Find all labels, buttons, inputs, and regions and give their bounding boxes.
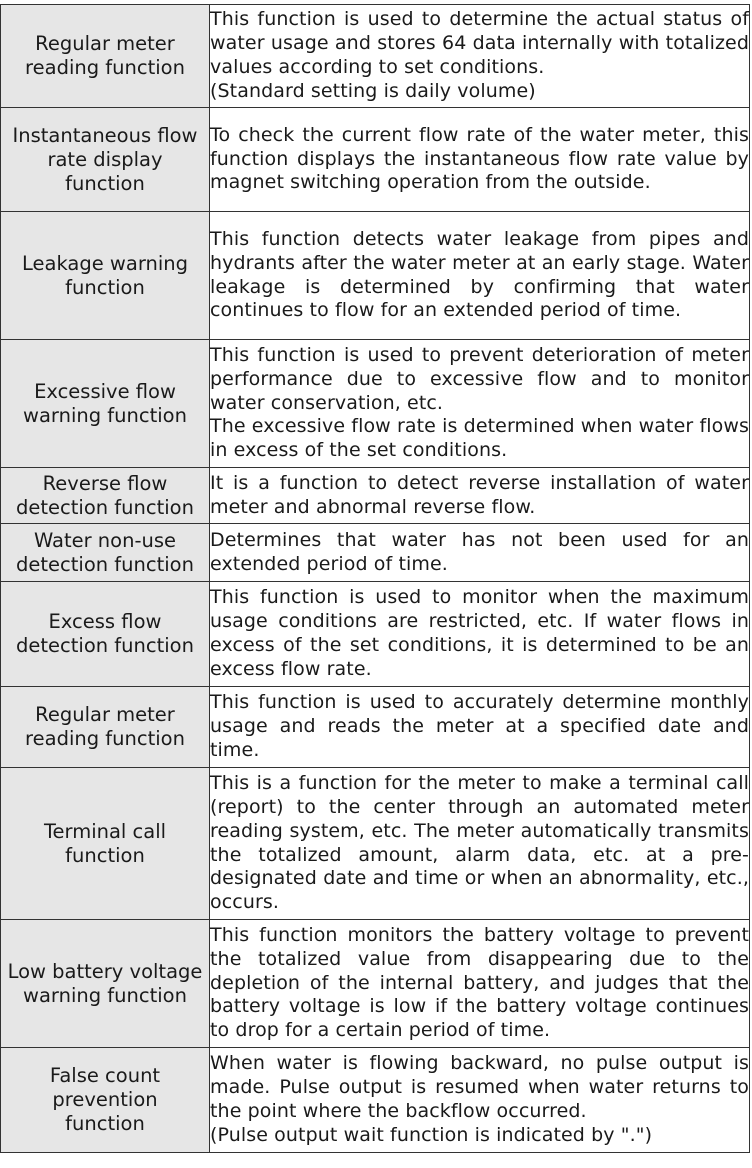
function-name <box>1 768 210 920</box>
function-name <box>1 1048 210 1153</box>
table-row <box>1 468 750 524</box>
function-name <box>1 687 210 768</box>
function-description <box>210 5 750 108</box>
function-name-line: detection function <box>16 495 194 519</box>
function-description <box>210 920 750 1048</box>
description-text: When water is flowing backward, no pulse output is made. Pulse output is resumed when water returns to the point where the backflow occurred. <box>210 1052 749 1122</box>
description-text: To check the current flow rate of the water meter, this function displays the instantaneous flow rate value by magnet switching operation from the outside. <box>210 123 749 194</box>
description-note: (Pulse output wait function is indicated by ".") <box>210 1123 653 1146</box>
function-name-line: reading function <box>25 727 185 750</box>
table-row <box>1 687 750 768</box>
description-text: This function is used to accurately determine monthly usage and reads the meter at a specified date and time. <box>210 691 749 761</box>
function-name-line: function <box>65 275 145 299</box>
function-name-line: prevention <box>52 1088 158 1111</box>
table-row <box>1 1048 750 1153</box>
function-name-line: Excess flow <box>48 610 162 633</box>
function-description <box>210 582 750 687</box>
description-text: This is a function for the meter to make a terminal call (report) to the center through an automated meter reading system, etc. The meter automatically transmits the totalized amount, alarm data, etc. at a pre-designated date and time or when an abnormality, etc., occurs. <box>210 772 749 914</box>
description-text: This function is used to monitor when the maximum usage conditions are restricted, etc. If water flows in excess of the set conditions, it is determined to be an excess flow rate. <box>210 586 749 680</box>
description-text: This function monitors the battery voltage to prevent the totalized value from disappearing due to the depletion of the internal battery, and judges that the battery voltage is low if the battery voltage continues to drop for a certain period of time. <box>210 924 749 1042</box>
function-name-line: Excessive flow <box>34 379 176 403</box>
function-name-line: Water non-use <box>33 528 177 552</box>
function-description <box>210 340 750 468</box>
function-name <box>1 340 210 468</box>
function-name <box>1 212 210 340</box>
function-name-line: Low battery voltage <box>7 959 203 983</box>
function-name-line: detection function <box>16 552 194 576</box>
function-name-line: warning function <box>23 983 187 1007</box>
description-note: The excessive flow rate is determined when water flows in excess of the set conditions. <box>210 415 749 462</box>
table-row <box>1 582 750 687</box>
function-name-line: rate display <box>47 147 163 171</box>
function-description <box>210 1048 750 1153</box>
function-name <box>1 920 210 1048</box>
function-name-line: Leakage warning <box>21 251 189 275</box>
function-name-line: function <box>65 171 145 195</box>
table-row <box>1 5 750 108</box>
description-text: Determines that water has not been used for an extended period of time. <box>210 528 749 575</box>
function-name-line: Regular meter <box>35 703 175 726</box>
function-name-line: Terminal call <box>43 819 167 843</box>
table-row <box>1 108 750 212</box>
function-name-line: function <box>65 843 145 867</box>
function-name <box>1 5 210 108</box>
table-row <box>1 920 750 1048</box>
description-text: This function is used to determine the actual status of water usage and stores 64 data internally with totalized values according to set conditions. <box>210 8 749 78</box>
table-row <box>1 212 750 340</box>
function-description <box>210 468 750 524</box>
function-name-line: Reverse flow <box>42 471 168 495</box>
function-description <box>210 687 750 768</box>
function-name-line: warning function <box>23 403 187 427</box>
table-row <box>1 524 750 582</box>
function-name-line: Instantaneous flow <box>12 123 198 147</box>
function-description <box>210 524 750 582</box>
function-description <box>210 768 750 920</box>
function-description <box>210 212 750 340</box>
table-row <box>1 768 750 920</box>
function-name-line: Regular meter <box>35 32 175 55</box>
function-name <box>1 582 210 687</box>
description-text: It is a function to detect reverse installation of water meter and abnormal reverse flow. <box>210 471 749 518</box>
function-table <box>0 4 750 1153</box>
function-name <box>1 468 210 524</box>
table-row <box>1 340 750 468</box>
function-name <box>1 108 210 212</box>
function-name-line: False count <box>49 1064 161 1087</box>
function-name-line: function <box>65 1112 145 1135</box>
function-name-line: detection function <box>16 634 194 657</box>
function-description <box>210 108 750 212</box>
description-text: This function detects water leakage from pipes and hydrants after the water meter at an early stage. Water leakage is determined by confirming that water continues to flow for an extended period of time. <box>210 227 749 322</box>
function-name <box>1 524 210 582</box>
description-text: This function is used to prevent deterioration of meter performance due to excessive flow and to monitor water conservation, etc. <box>210 344 749 414</box>
function-name-line: reading function <box>25 56 185 79</box>
description-note: (Standard setting is daily volume) <box>210 79 536 102</box>
